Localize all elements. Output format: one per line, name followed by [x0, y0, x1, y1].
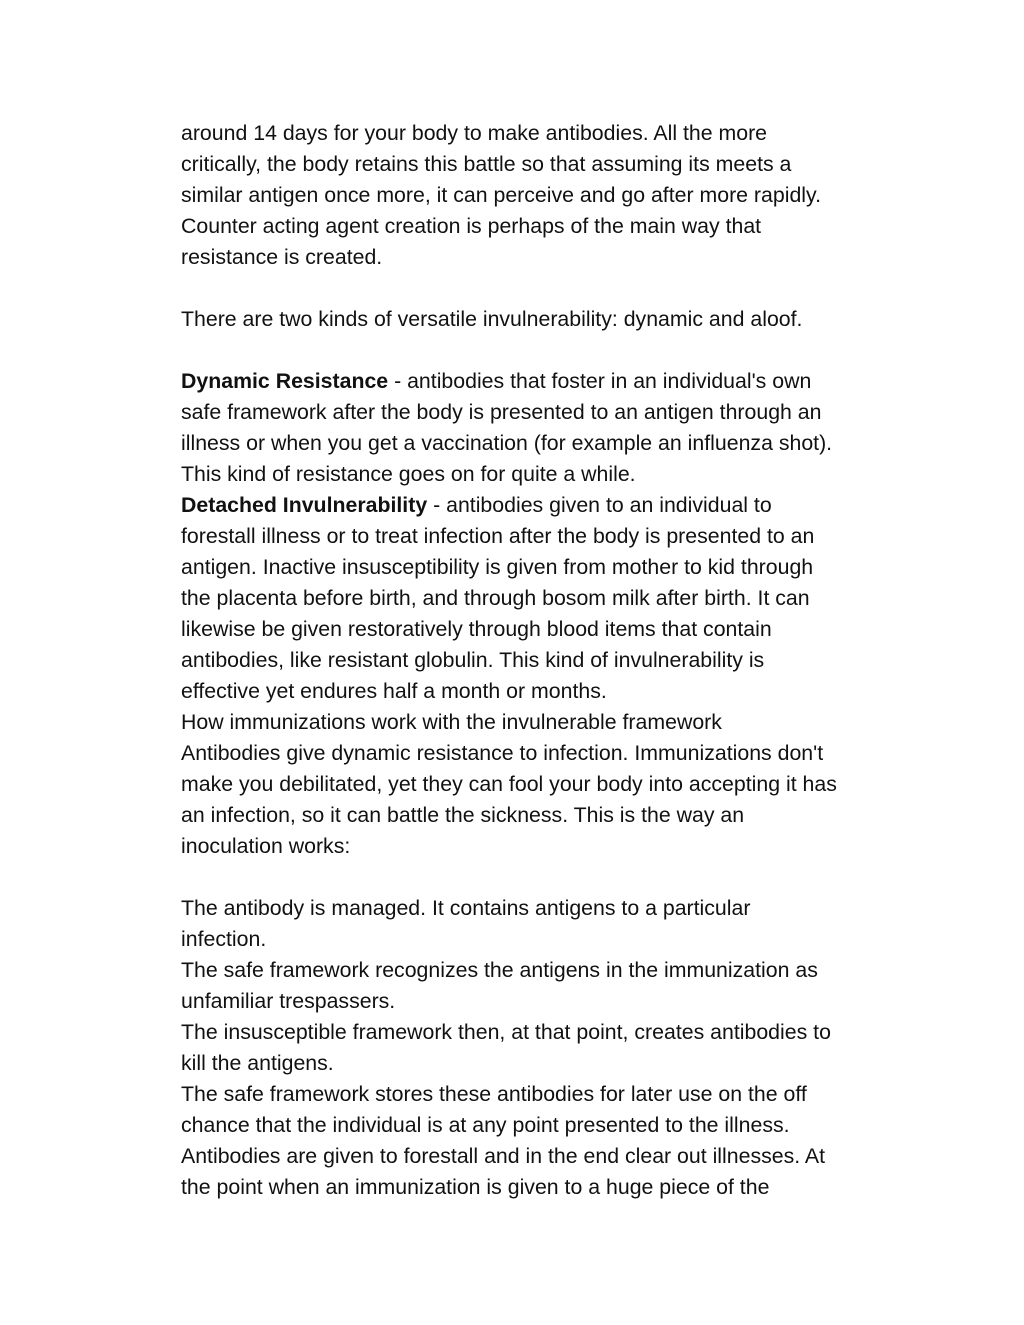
text-line: How immunizations work with the invulnerable framework: [181, 710, 722, 734]
text-line: resistance is created.: [181, 245, 383, 269]
term-detached-invulnerability: Detached Invulnerability: [181, 493, 428, 517]
text-line: Antibodies are given to forestall and in the end clear out illnesses. At: [181, 1144, 826, 1168]
text-line: Antibodies give dynamic resistance to infection. Immunizations don't: [181, 741, 824, 765]
text-line: around 14 days for your body to make antibodies. All the more: [181, 121, 768, 145]
paragraph-spacer: [181, 273, 921, 304]
term-dynamic-resistance: Dynamic Resistance: [181, 369, 389, 393]
text-line: [181, 490, 921, 521]
text-line: an infection, so it can battle the sickness. This is the way an: [181, 803, 745, 827]
text-line: The safe framework recognizes the antigens in the immunization as: [181, 958, 818, 982]
text-line: critically, the body retains this battle so that assuming its meets a: [181, 152, 792, 176]
text-line: This kind of resistance goes on for quite a while.: [181, 462, 636, 486]
text-line: similar antigen once more, it can perceive and go after more rapidly.: [181, 183, 822, 207]
text-line: The antibody is managed. It contains antigens to a particular: [181, 896, 751, 920]
text-line: antigen. Inactive insusceptibility is given from mother to kid through: [181, 555, 814, 579]
text-line: forestall illness or to treat infection after the body is presented to an: [181, 524, 815, 548]
text-line: safe framework after the body is presented to an antigen through an: [181, 400, 822, 424]
paragraph-two-kinds: [181, 304, 921, 335]
text-line: the point when an immunization is given to a huge piece of the: [181, 1175, 770, 1199]
paragraph-how-immunizations-work: [181, 707, 921, 862]
text-line: chance that the individual is at any point presented to the illness.: [181, 1113, 790, 1137]
definition-start: - antibodies given to an individual to: [427, 493, 772, 517]
paragraph-dynamic-resistance: [181, 366, 921, 490]
text-line: antibodies, like resistant globulin. This kind of invulnerability is: [181, 648, 765, 672]
text-line: likewise be given restoratively through blood items that contain: [181, 617, 772, 641]
text-line: effective yet endures half a month or months.: [181, 679, 607, 703]
text-line: The safe framework stores these antibodies for later use on the off: [181, 1082, 807, 1106]
text-line: The insusceptible framework then, at that point, creates antibodies to: [181, 1020, 831, 1044]
text-line: [181, 366, 921, 397]
text-line: illness or when you get a vaccination (for example an influenza shot).: [181, 431, 833, 455]
text-line: infection.: [181, 927, 267, 951]
text-line: Counter acting agent creation is perhaps of the main way that: [181, 214, 762, 238]
document-body: [181, 118, 921, 1203]
paragraph-spacer: [181, 862, 921, 893]
paragraph-inoculation-steps: [181, 893, 921, 1203]
text-line: inoculation works:: [181, 834, 351, 858]
paragraph-antibody-production: [181, 118, 921, 273]
text-line: make you debilitated, yet they can fool your body into accepting it has: [181, 772, 837, 796]
text-line: unfamiliar trespassers.: [181, 989, 396, 1013]
text-line: the placenta before birth, and through bosom milk after birth. It can: [181, 586, 810, 610]
definition-start: - antibodies that foster in an individual's own: [388, 369, 812, 393]
paragraph-spacer: [181, 335, 921, 366]
paragraph-detached-invulnerability: [181, 490, 921, 707]
text-line: kill the antigens.: [181, 1051, 334, 1075]
text-line: There are two kinds of versatile invulnerability: dynamic and aloof.: [181, 307, 803, 331]
